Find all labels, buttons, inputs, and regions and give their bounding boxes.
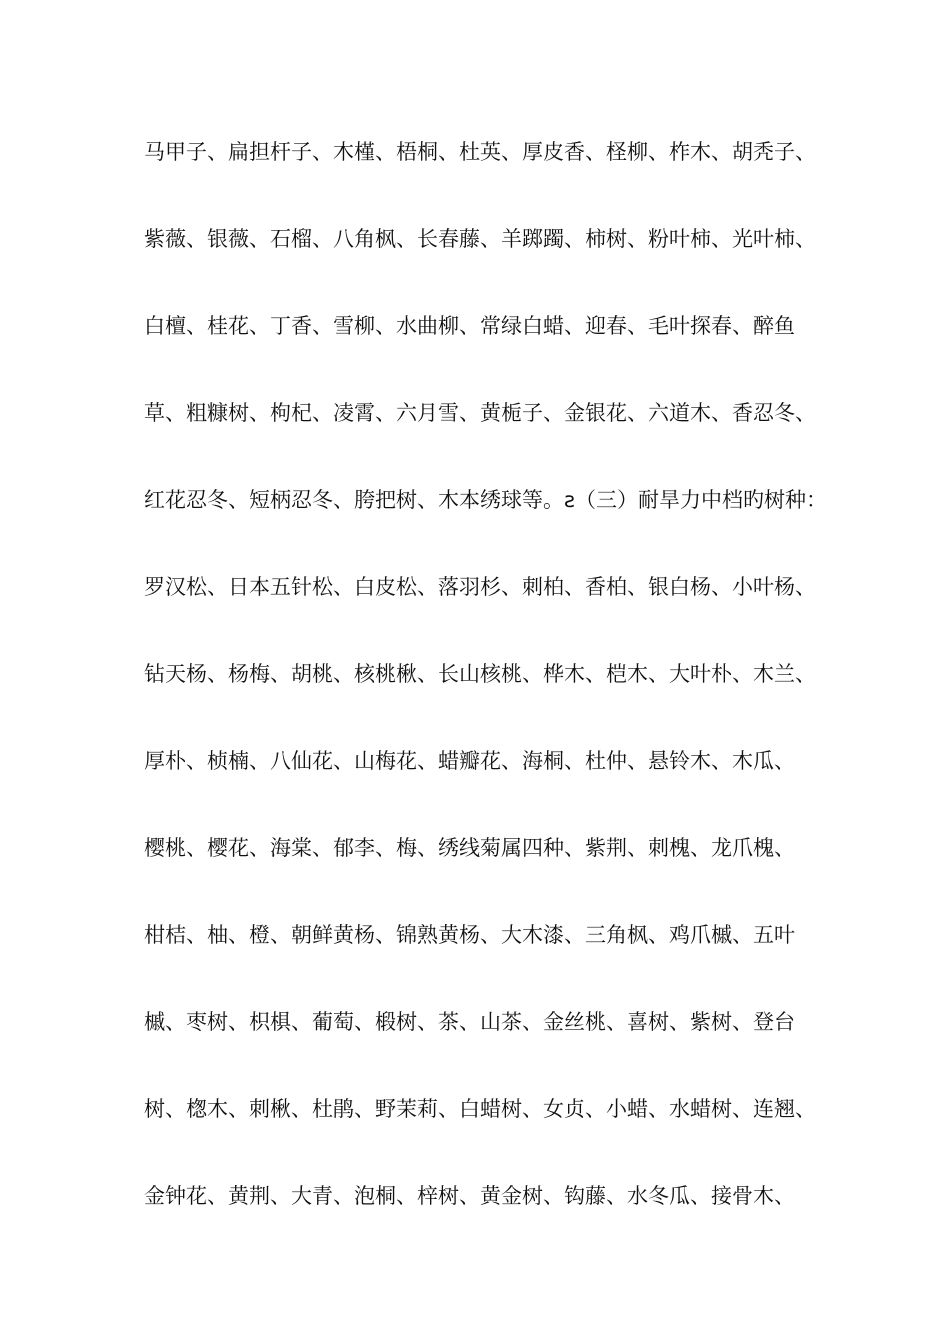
text-line: 马甲子、扁担杆子、木槿、梧桐、杜英、厚皮香、柽柳、柞木、胡秃子、 <box>144 140 816 164</box>
text-line: 罗汉松、日本五针松、白皮松、落羽杉、刺柏、香柏、银白杨、小叶杨、 <box>144 575 816 599</box>
body-text <box>144 132 827 1263</box>
text-line: 草、粗糠树、枸杞、凌霄、六月雪、黄栀子、金银花、六道木、香忍冬、 <box>144 401 816 425</box>
text-line: 红花忍冬、短柄忍冬、胯把树、木本绣球等。ƨ（三）耐旱力中档旳树种： <box>144 488 827 512</box>
text-line: 槭、枣树、枳椇、葡萄、椴树、茶、山茶、金丝桃、喜树、紫树、登台 <box>144 1010 795 1034</box>
text-line: 紫薇、银薇、石榴、八角枫、长春藤、羊踯躅、柿树、粉叶柿、光叶柿、 <box>144 227 816 251</box>
text-line: 白檀、桂花、丁香、雪柳、水曲柳、常绿白蜡、迎春、毛叶探春、醉鱼 <box>144 314 795 338</box>
text-line: 树、楤木、刺楸、杜鹃、野茉莉、白蜡树、女贞、小蜡、水蜡树、连翘、 <box>144 1097 816 1121</box>
text-line: 钻天杨、杨梅、胡桃、核桃楸、长山核桃、桦木、桤木、大叶朴、木兰、 <box>144 662 816 686</box>
text-line: 金钟花、黄荆、大青、泡桐、梓树、黄金树、钩藤、水冬瓜、接骨木、 <box>144 1184 795 1208</box>
text-line: 樱桃、樱花、海棠、郁李、梅、绣线菊属四种、紫荆、刺槐、龙爪槐、 <box>144 836 795 860</box>
text-line: 柑桔、柚、橙、朝鲜黄杨、锦熟黄杨、大木漆、三角枫、鸡爪槭、五叶 <box>144 923 795 947</box>
text-line: 厚朴、桢楠、八仙花、山梅花、蜡瓣花、海桐、杜仲、悬铃木、木瓜、 <box>144 749 795 773</box>
